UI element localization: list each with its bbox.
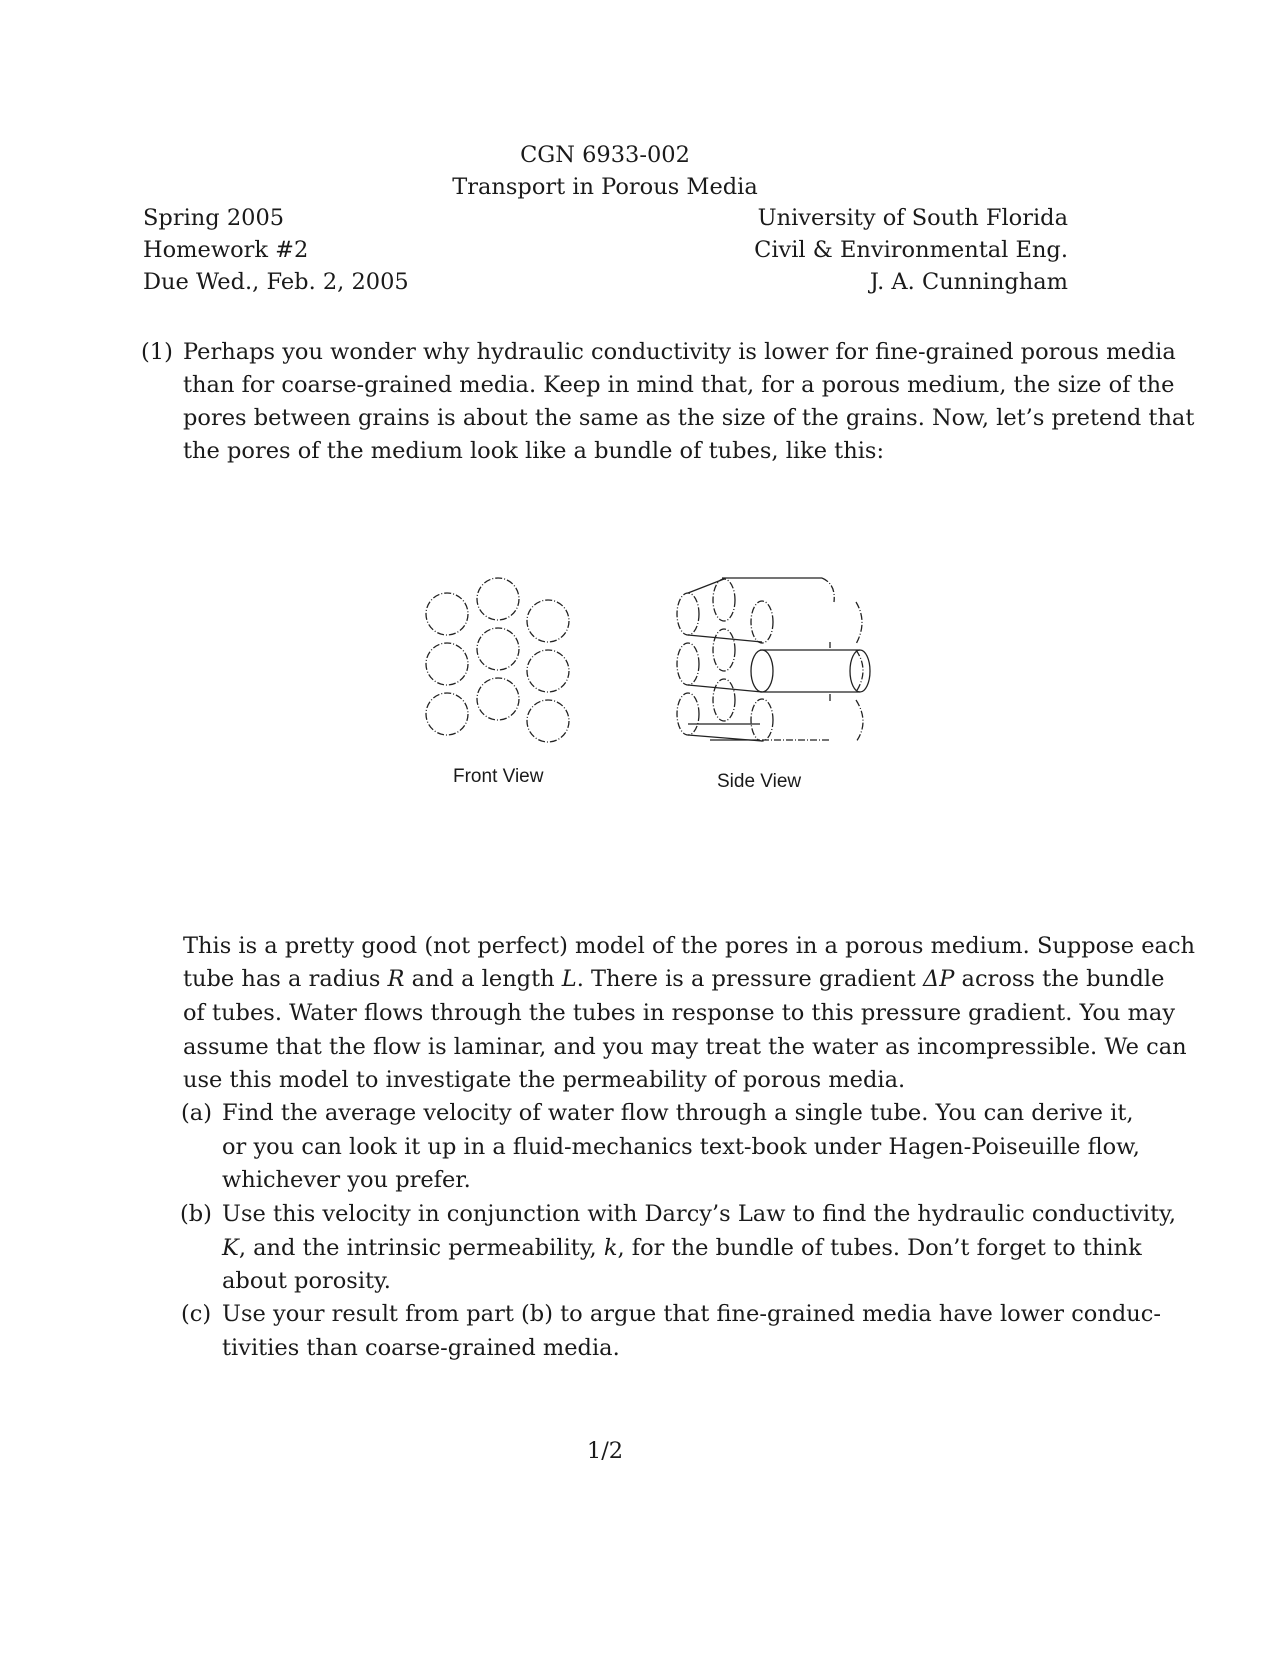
part-b-line-3: about porosity. (222, 1268, 391, 1294)
tube-edge (688, 635, 762, 642)
intro-line-2: than for coarse-grained media. Keep in mind that, for a porous medium, the size of the (183, 372, 1175, 398)
page-number: 1/2 (586, 1438, 624, 1464)
part-b-line-1: Use this velocity in conjunction with Darcy’s Law to find the hydraulic conductivity, (222, 1201, 1177, 1227)
side-view-label: Side View (717, 771, 802, 792)
front-view-label: Front View (453, 766, 544, 787)
tube-cross-section (527, 700, 569, 742)
course-code: CGN 6933-002 (520, 142, 690, 168)
side-view-figure (670, 572, 880, 752)
tube-end (713, 579, 735, 621)
tube-end (751, 699, 773, 741)
part-c-line-2: tivities than coarse-grained media. (222, 1335, 620, 1361)
university: University of South Florida (757, 205, 1068, 231)
pressure-gradient-symbol: ΔP (923, 966, 955, 992)
tube-cross-section (426, 693, 468, 735)
part-b-label: (b) (180, 1201, 212, 1227)
radius-symbol: R (387, 966, 405, 992)
intro-line-3: pores between grains is about the same as the size of the grains. Now, let’s pretend that (183, 405, 1195, 431)
part-b-line-2 (222, 1232, 1142, 1265)
tube-far-end (856, 650, 863, 692)
permeability-symbol: k (603, 1235, 618, 1261)
tube-far-end (856, 602, 862, 644)
tube-cross-section (527, 600, 569, 642)
tube-edge (688, 579, 724, 593)
homework-number: Homework #2 (143, 237, 309, 263)
part-c-label: (c) (181, 1301, 212, 1327)
tube-cross-section (527, 650, 569, 692)
model-line-2-text: and a length (404, 966, 562, 992)
tube-edge (688, 685, 762, 692)
part-c-line-1: Use your result from part (b) to argue that fine-grained media have lower conduc- (222, 1301, 1161, 1327)
tube-cross-section (477, 678, 519, 720)
model-line-2 (183, 963, 1165, 996)
intro-line-4: the pores of the medium look like a bundle of tubes, like this: (183, 438, 885, 464)
model-line-5: use this model to investigate the permeability of porous media. (183, 1067, 906, 1093)
intro-line-1: Perhaps you wonder why hydraulic conductivity is lower for fine-grained porous media (183, 339, 1176, 365)
model-line-2-text: across the bundle (954, 966, 1165, 992)
problem-number: (1) (141, 339, 173, 365)
conductivity-symbol: K (222, 1235, 239, 1261)
tube-cross-section (426, 593, 468, 635)
tube-far-end (822, 578, 834, 602)
model-line-1: This is a pretty good (not perfect) model of the pores in a porous medium. Suppose each (183, 933, 1196, 959)
tube-end (677, 643, 699, 685)
part-a-label: (a) (181, 1100, 212, 1126)
model-line-2-text: tube has a radius (183, 966, 388, 992)
model-line-3: of tubes. Water flows through the tubes in response to this pressure gradient. You may (183, 1000, 1176, 1026)
tube-end (713, 629, 735, 671)
term: Spring 2005 (143, 205, 285, 231)
length-symbol: L (561, 966, 577, 992)
part-b-line-2-text: , and the intrinsic permeability, (238, 1235, 604, 1261)
model-line-2-text: . There is a pressure gradient (576, 966, 923, 992)
tube-end (713, 679, 735, 721)
tube-cross-section (426, 643, 468, 685)
tube-end (677, 693, 699, 735)
front-view-figure (420, 572, 580, 747)
part-a-line-2: or you can look it up in a fluid-mechanics text-book under Hagen-Poiseuille flow, (222, 1134, 1140, 1160)
part-b-line-2-text: , for the bundle of tubes. Don’t forget to think (617, 1235, 1142, 1261)
tube-cross-section (477, 628, 519, 670)
part-a-line-3: whichever you prefer. (222, 1167, 471, 1193)
course-title: Transport in Porous Media (452, 174, 758, 200)
tube-far-end (856, 700, 863, 742)
instructor: J. A. Cunningham (869, 269, 1068, 295)
tube-end (751, 601, 773, 643)
department: Civil & Environmental Eng. (754, 237, 1068, 263)
tube-end (677, 593, 699, 635)
tube-cross-section (477, 578, 519, 620)
tube-end (751, 650, 773, 692)
model-line-4: assume that the flow is laminar, and you may treat the water as incompressible. We can (183, 1034, 1187, 1060)
due-date: Due Wed., Feb. 2, 2005 (143, 269, 409, 295)
part-a-line-1: Find the average velocity of water flow through a single tube. You can derive it, (222, 1100, 1134, 1126)
